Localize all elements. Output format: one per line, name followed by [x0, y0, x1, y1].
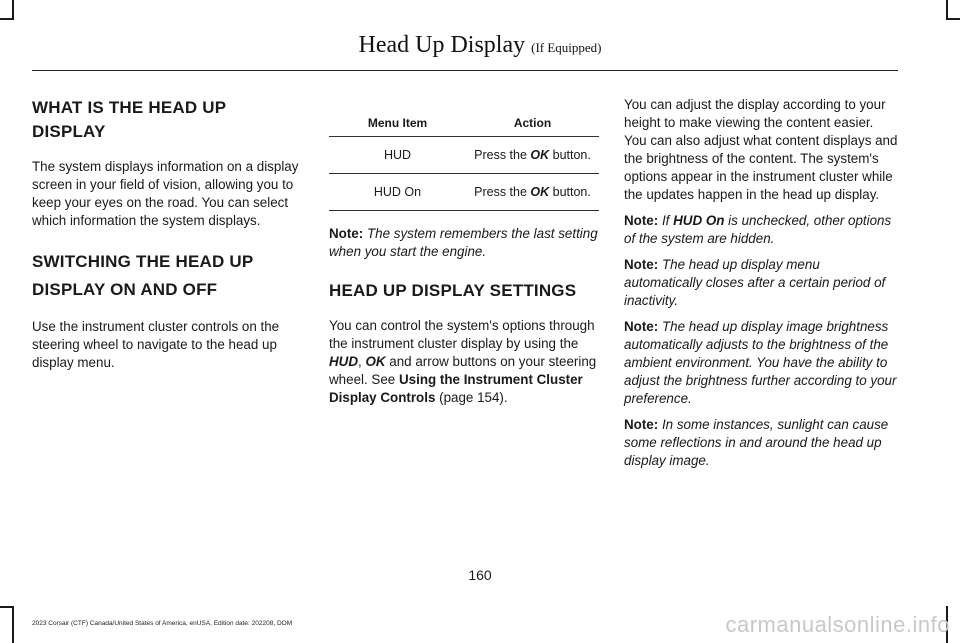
text-run: and arrow buttons on your steering wheel. See — [329, 354, 597, 387]
text-run: , — [358, 354, 366, 369]
note-sunlight — [624, 416, 898, 470]
paragraph-what-is: The system displays information on a display screen in your field of vision, allowing you to keep your eyes on the road. You can select which information the system displays. — [32, 159, 299, 228]
crop-mark — [946, 0, 948, 20]
action-key: OK — [530, 185, 550, 199]
table-header-menu-item: Menu Item — [329, 110, 466, 137]
cross-reference-link[interactable]: Using the Instrument Cluster Display Controls — [329, 372, 583, 405]
action-text: Press the — [474, 148, 531, 162]
section-heading-switching — [32, 248, 304, 304]
action-text: button. — [549, 185, 591, 199]
column-middle — [329, 110, 599, 407]
table-cell-action — [466, 174, 599, 211]
crop-mark — [12, 606, 14, 643]
crop-mark — [946, 18, 960, 20]
crop-mark — [0, 18, 14, 20]
crop-mark — [12, 0, 14, 20]
paragraph-adjust: You can adjust the display according to your height to make viewing the content easier. You can also adjust what content displays and the brightness of the content. The system's options appear in the instrument cluster while the updates happen in the head up display. — [624, 97, 898, 202]
key-hud: HUD — [329, 354, 359, 369]
paragraph-settings — [329, 317, 599, 407]
note-brightness — [624, 318, 898, 408]
page-subtitle: (If Equipped) — [531, 40, 602, 55]
note-label: Note: — [624, 417, 659, 432]
heading-line-1: SWITCHING THE HEAD UP — [32, 252, 254, 271]
note-text: The system remembers the last setting when you start the engine. — [329, 226, 598, 259]
page-header — [0, 32, 960, 59]
action-key: OK — [530, 148, 550, 162]
table-cell-item: HUD — [329, 137, 466, 174]
note-label: Note: — [624, 257, 659, 272]
note-hud-on — [624, 212, 898, 248]
footer-edition: 2023 Corsair (CTF) Canada/United States of America, enUSA, Edition date: 202208, DOM — [32, 620, 293, 627]
table-cell-action — [466, 137, 599, 174]
note-menu-closes — [624, 256, 898, 310]
note-label: Note: — [624, 213, 659, 228]
header-rule — [32, 70, 898, 71]
note-label: Note: — [329, 226, 364, 241]
key-ok: OK — [365, 354, 386, 369]
note-text: is unchecked, other options of the system are hidden. — [624, 213, 892, 246]
note-text: If — [661, 213, 674, 228]
note-key: HUD On — [673, 213, 725, 228]
heading-line-2: DISPLAY ON AND OFF — [32, 280, 218, 299]
section-heading-what-is: WHAT IS THE HEAD UP DISPLAY — [32, 98, 226, 141]
column-right — [624, 96, 898, 470]
table-cell-item: HUD On — [329, 174, 466, 211]
note-text: The head up display menu automatically closes after a certain period of inactivity. — [624, 257, 886, 308]
watermark: carmanualsonline.info — [725, 612, 950, 637]
paragraph-switching: Use the instrument cluster controls on the steering wheel to navigate to the head up display menu. — [32, 319, 280, 370]
column-left — [32, 96, 304, 372]
table-header-row — [329, 110, 599, 137]
text-run: (page 154). — [435, 390, 508, 405]
table-header-action: Action — [466, 110, 599, 137]
table-row — [329, 174, 599, 211]
crop-mark — [0, 606, 14, 608]
table-row — [329, 137, 599, 174]
page-title: Head Up Display — [358, 32, 526, 58]
page-number: 160 — [468, 567, 492, 583]
note-last-setting — [329, 225, 599, 261]
note-label: Note: — [624, 319, 659, 334]
section-heading-settings: HEAD UP DISPLAY SETTINGS — [329, 281, 577, 300]
menu-table — [329, 110, 599, 211]
text-run: You can control the system's options through the instrument cluster display by using the — [329, 318, 595, 351]
note-text: The head up display image brightness automatically adjusts to the brightness of the ambient environment. You have the ability to adjust the brightness further according to your preference. — [624, 319, 897, 406]
note-text: In some instances, sunlight can cause some reflections in and around the head up display image. — [624, 417, 889, 468]
action-text: Press the — [474, 185, 531, 199]
action-text: button. — [549, 148, 591, 162]
